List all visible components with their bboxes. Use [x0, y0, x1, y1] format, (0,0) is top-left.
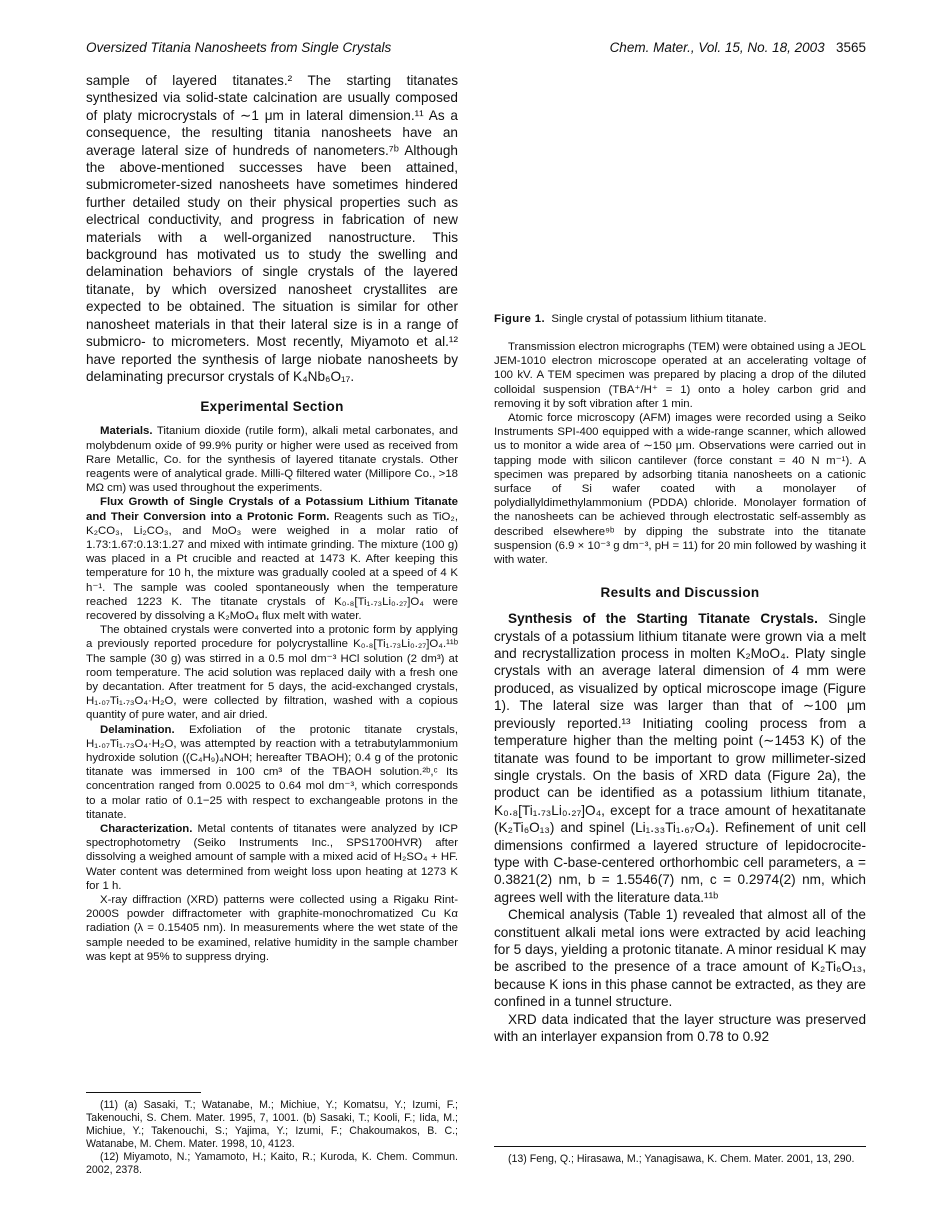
footnotes-left — [86, 1092, 458, 1177]
characterization-text: Metal contents of titanates were analyzed by ICP spectrophotometry (Seiko Instruments Inc., SPS1700HVR) after dissolving a weighed amount of sample with a mixed acid of H₂SO₄ + HF. Water content was determined from weight loss upon heating at 1273 K for 1 h. — [86, 823, 458, 892]
tem-paragraph: Transmission electron micrographs (TEM) were obtained using a JEOL JEM-1010 electron microscope operated at an accelerating voltage of 100 kV. A TEM specimen was prepared by placing a drop of the diluted colloidal suspension (TBA⁺/H⁺ = 1) onto a holey carbon grid and removing it by soft vibration after 1 min. — [494, 341, 866, 410]
xrd-results-paragraph: XRD data indicated that the layer structure was preserved with an interlayer expansion from 0.78 to 0.92 — [494, 1011, 866, 1044]
xrd-paragraph: X-ray diffraction (XRD) patterns were collected using a Rigaku Rint-2000S powder diffractometer with graphite-monochromatized Cu Kα radiation (λ = 0.15405 nm). In measurements where the wet state of the sample needed to be examined, relative humidity in the sample chamber was kept at 95% to suppress drying. — [86, 894, 458, 963]
delamination-paragraph — [86, 723, 458, 822]
delamination-heading: Delamination. — [100, 723, 175, 736]
running-title: Oversized Titania Nanosheets from Single Crystals — [86, 40, 392, 55]
left-column — [86, 72, 458, 964]
footnote-11: (11) (a) Sasaki, T.; Watanabe, M.; Michiue, Y.; Komatsu, Y.; Izumi, F.; Takenouchi, S. Chem. Mater. 1995, 7, 1001. (b) Sasaki, T.; Kooli, F.; Iida, M.; Michiue, Y.; Takenouchi, S.; Yajima, Y.; Izumi, F.; Chakoumakos, B. C.; Watanabe, M. Chem. Mater. 1998, 10, 4123. — [86, 1099, 458, 1150]
journal-citation — [610, 40, 866, 55]
flux-paragraph — [86, 495, 458, 623]
materials-heading: Materials. — [100, 425, 153, 438]
figure-1-image — [494, 72, 866, 302]
synthesis-heading: Synthesis of the Starting Titanate Crystals. — [508, 611, 818, 627]
right-column — [494, 312, 866, 1045]
section-heading-results: Results and Discussion — [600, 585, 760, 601]
chemical-analysis-paragraph: Chemical analysis (Table 1) revealed that almost all of the constituent alkali metal ions were extracted by acid leaching for 5 days, yielding a protonic titanate. A minor residual K may be ascribed to the presence of a trace amount of K₂Ti₆O₁₃, because K ions in this phase cannot be extracted, as they are confined in a tunnel structure. — [494, 907, 866, 1010]
footnote-rule — [86, 1092, 201, 1093]
section-heading-experimental: Experimental Section — [200, 399, 344, 415]
footnote-13: (13) Feng, Q.; Hirasawa, M.; Yanagisawa, K. Chem. Mater. 2001, 13, 290. — [508, 1153, 855, 1165]
materials-text: Titanium dioxide (rutile form), alkali metal carbonates, and molybdenum oxide of 99.9% purity or higher were used as received from Rare Metallic, Co. for the synthesis of layered titanate crystals. Other reagents were of analytical grade. Milli-Q filtered water (Millipore Co., >18 MΩ cm) was used throughout the experiments. — [86, 425, 458, 495]
delamination-text: Exfoliation of the protonic titanate crystals, H₁.₀₇Ti₁.₇₃O₄·H₂O, was attempted by reaction with a tetrabutylammonium hydroxide solution ((C₄H₉)₄NOH; hereafter TBAOH); 0.4 g of the protonic titanate was immersed in 100 cm³ of the TBAOH solution.²ᵇ,ᶜ Its concentration ranged from 0.0025 to 0.64 mol dm⁻³, which corresponds to a molar ratio of 0.1−25 with respect to exchangeable protons in the titanate. — [86, 723, 458, 821]
characterization-heading: Characterization. — [100, 823, 193, 835]
intro-paragraph: sample of layered titanates.² The starting titanates synthesized via solid-state calcination are usually composed of platy microcrystals of ∼1 μm in lateral dimension.¹¹ As a consequence, the resulting titania nanosheets have an average lateral size of hundreds of nanometers.⁷ᵇ Although the above-mentioned successes have been attained, submicrometer-sized nanosheets have sometimes hindered further detailed study on their physical properties such as electrical conductivity, and progress in fabrication of new materials with a well-organized nanostructure. This background has motivated us to study the swelling and delamination behaviors of single crystals of the layered titanate, by which oversized nanosheet crystallites are expected to be obtained. The situation is similar for other nanosheet materials in that their lateral size is in a range of submicro- to micrometers. Most recently, Miyamoto et al.¹² have reported the synthesis of large niobate nanosheets by delaminating precursor crystals of K₄Nb₆O₁₇. — [86, 73, 458, 384]
figure-label: Figure 1. — [494, 313, 546, 325]
flux-heading: Flux Growth of Single Crystals of a Potassium Lithium Titanate and Their Conversion into a Protonic Form. — [86, 496, 458, 523]
flux-text: Reagents such as TiO₂, K₂CO₃, Li₂CO₃, and MoO₃ were weighed in a molar ratio of 1.73:1.67:0.13:1.27 and mixed with intimate grinding. The mixture (100 g) was placed in a Pt crucible and reacted at 1473 K. After keeping this temperature for 10 h, the mixture was gradually cooled at a speed of 4 K h⁻¹. The sample was cooled spontaneously when the temperature reached 1223 K. The titanate crystals of K₀.₈[Ti₁.₇₃Li₀.₂₇]O₄ were recovered by dissolving a K₂MoO₄ flux melt with water. — [86, 510, 458, 622]
footnote-rule — [494, 1146, 866, 1147]
materials-paragraph — [86, 424, 458, 495]
synthesis-text: Single crystals of a potassium lithium titanate were grown via a melt and recrystallization process in molten K₂MoO₄. Platy single crystals with an average lateral dimension of 4 mm were produced, as visualized by optical microscope image (Figure 1). The lateral size was larger than that of ∼100 μm previously reported.¹³ Initiating cooling process from a temperature higher than the melting point (∼1453 K) of the titanate was found to be important to grow millimeter-sized single crystals. On the basis of XRD data (Figure 2a), the product can be identified as a potassium lithium titanate, K₀.₈[Ti₁.₇₃Li₀.₂₇]O₄, except for a trace amount of hexatitanate (K₂Ti₆O₁₃) and spinel (Li₁.₃₃Ti₁.₆₇O₄). Refinement of unit cell dimensions confirmed a layered structure of lepidocrocite-type with C-base-centered orthorhombic cell parameters, a = 0.3821(2) nm, b = 1.5546(7) nm, c = 0.2974(2) nm, which agrees well with the literature data.¹¹ᵇ — [494, 611, 866, 905]
protonic-paragraph: The obtained crystals were converted into a protonic form by applying a previously reported procedure for polycrystalline K₀.₈[Ti₁.₇₃Li₀.₂₇]O₄.¹¹ᵇ The sample (30 g) was stirred in a 0.5 mol dm⁻³ HCl solution (2 dm³) at room temperature. The acid solution was replaced daily with a fresh one by decantation. After treatment for 5 days, the acid-exchanged crystals, H₁.₀₇Ti₁.₇₃O₄·H₂O, were collected by filtration, washed with a copious quantity of pure water, and air dried. — [86, 624, 458, 722]
afm-paragraph: Atomic force microscopy (AFM) images were recorded using a Seiko Instruments SPI-400 equipped with a wide-range scanner, which allowed us to monitor a wide area of ∼150 μm. Observations were carried out in tapping mode with silicon cantilever (force constant = 40 N m⁻¹). A specimen was prepared by adsorbing titania nanosheets on a cationic surface of Si wafer coated with a monolayer of polydiallyldimethylammonium (PDDA) chloride. Monolayer formation of the nanosheets can be achieved through electrostatic self-assembly as described elsewhere⁹ᵇ by dipping the substrate into the titanate suspension (6.9 × 10⁻³ g dm⁻³, pH = 11) for 20 min followed by washing it with water. — [494, 412, 866, 567]
figure-1-caption — [494, 312, 866, 326]
footnotes-right — [494, 1146, 866, 1166]
synthesis-paragraph — [494, 610, 866, 906]
footnote-12: (12) Miyamoto, N.; Yamamoto, H.; Kaito, R.; Kuroda, K. Chem. Commun. 2002, 2378. — [86, 1151, 458, 1176]
journal-info: Chem. Mater., Vol. 15, No. 18, 2003 — [609, 40, 825, 55]
page-number: 3565 — [835, 40, 866, 55]
figure-caption-text: Single crystal of potassium lithium titanate. — [551, 313, 767, 325]
characterization-paragraph — [86, 822, 458, 893]
